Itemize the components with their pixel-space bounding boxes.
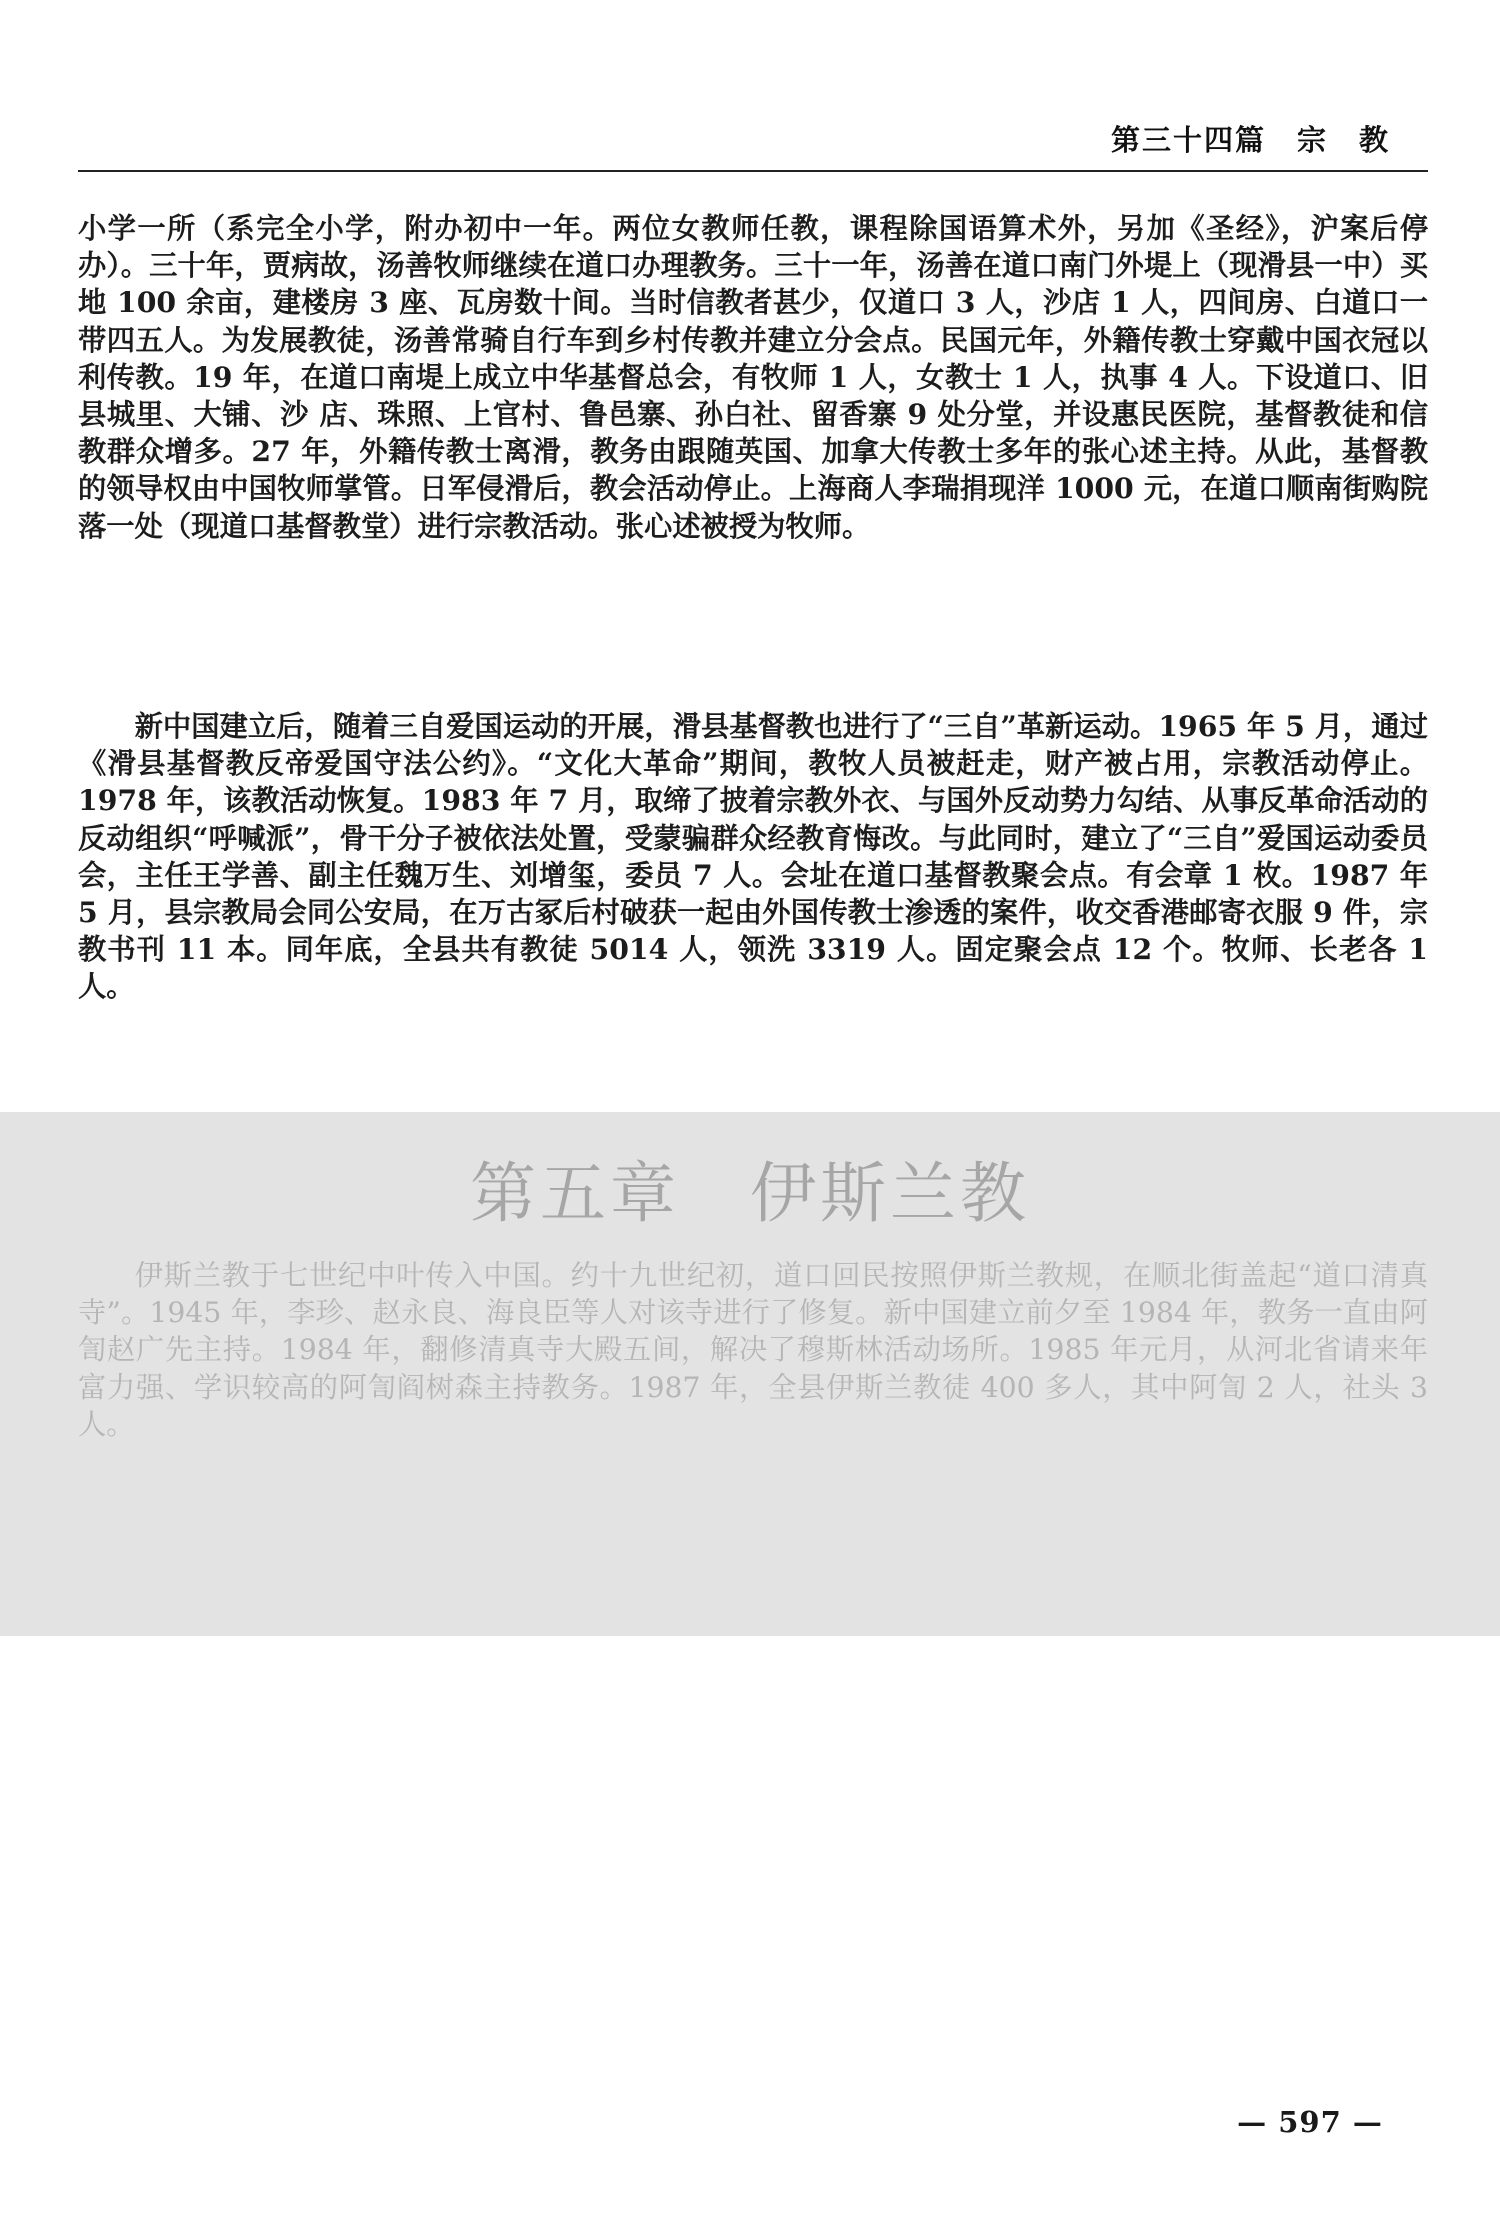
chapter-title: 第五章 伊斯兰教 — [470, 1155, 1030, 1232]
running-head: 第三十四篇 宗 教 — [1110, 123, 1390, 157]
paragraph-christianity-modern: 新中国建立后，随着三自爱国运动的开展，滑县基督教也进行了“三自”革新运动。1965 年 5 月，通过《滑县基督教反帝爱国守法公约》。“文化大革命”期间，教牧人员被赶走，财产被占用，宗教活动停止。1978 年，该教活动恢复。1983 年 7 月，取缔了披着宗教外衣、与国外反动势力勾结、从事反革命活动的反动组织“呼喊派”，骨干分子被依法处置，受蒙骗群众经教育悔改。与此同时，建立了“三自”爱国运动委员会，主任王学善、副主任魏万生、刘增玺，委员 7 人。会址在道口基督教聚会点。有会章 1 枚。1987 年 5 月，县宗教局会同公安局，在万古冢后村破获一起由外国传教士渗透的案件，收交香港邮寄衣服 9 件，宗教书刊 11 本。同年底，全县共有教徒 5014 人，领洗 3319 人。固定聚会点 12 个。牧师、长老各 1 人。 — [78, 709, 1428, 1004]
paragraph-islam: 伊斯兰教于七世纪中叶传入中国。约十九世纪初，道口回民按照伊斯兰教规，在顺北街盖起“道口清真寺”。1945 年，李珍、赵永良、海良臣等人对该寺进行了修复。新中国建立前夕至 1984 年，教务一直由阿訇赵广先主持。1984 年，翻修清真寺大殿五间，解决了穆斯林活动场所。1985 年元月，从河北省请来年富力强、学识较高的阿訇阎树森主持教务。1987 年，全县伊斯兰教徒 400 多人，其中阿訇 2 人，社头 3 人。 — [78, 1259, 1428, 1441]
paragraph-christianity-history: 小学一所（系完全小学，附办初中一年。两位女教师任教，课程除国语算术外，另加《圣经》，沪案后停办）。三十年，贾病故，汤善牧师继续在道口办理教务。三十一年，汤善在道口南门外堤上（现滑县一中）买地 100 余亩，建楼房 3 座、瓦房数十间。当时信教者甚少，仅道口 3 人，沙店 1 人，四间房、白道口一带四五人。为发展教徒，汤善常骑自行车到乡村传教并建立分会点。民国元年，外籍传教士穿戴中国衣冠以利传教。19 年，在道口南堤上成立中华基督总会，有牧师 1 人，女教士 1 人，执事 4 人。下设道口、旧县城里、大铺、沙 店、珠照、上官村、鲁邑寨、孙白社、留香寨 9 处分堂，并设惠民医院，基督教徒和信教群众增多。27 年，外籍传教士离滑，教务由跟随英国、加拿大传教士多年的张心述主持。从此，基督教的领导权由中国牧师掌管。日军侵滑后，教会活动停止。上海商人李瑞捐现洋 1000 元，在道口顺南街购院落一处（现道口基督教堂）进行宗教活动。张心述被授为牧师。 — [78, 211, 1428, 543]
header-rule — [78, 170, 1428, 172]
page-number: — 597 — — [1237, 2105, 1383, 2139]
